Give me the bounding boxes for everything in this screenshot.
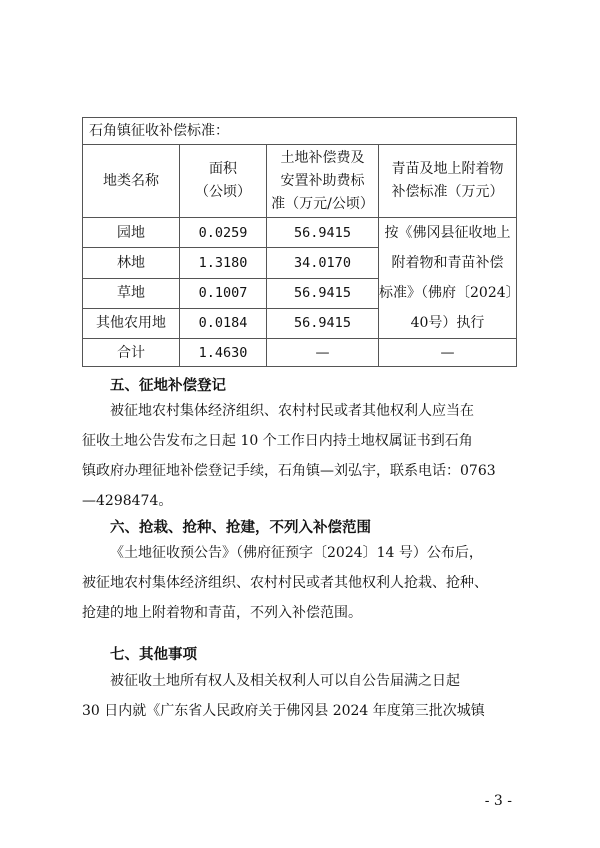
section-heading-other-matters: 七、其他事项 (110, 647, 197, 663)
row-name: 其他农用地 (83, 308, 180, 338)
page-number: - 3 - (484, 793, 512, 809)
section-body-no-compensation: 《土地征收预公告》（佛府征预字〔2024〕14 号）公布后， 被征地农村集体经济组织、农村村民或者其他权利人抢栽、抢种、 抢建的地上附着物和青苗，不列入补偿范围。 (82, 545, 488, 621)
header-crop-compensation: 青苗及地上附着物 补偿标准（万元） (379, 145, 517, 218)
row-rate: 34.0170 (267, 248, 379, 278)
header-land-type: 地类名称 (83, 145, 180, 218)
row-name: 园地 (83, 218, 180, 248)
table-title: 石角镇征收补偿标准： (83, 118, 517, 145)
crop-standard-note: 按《佛冈县征收地上 附着物和青苗补偿 标准》（佛府〔2024〕 40号）执行 (379, 218, 517, 339)
section-heading-registration: 五、征地补偿登记 (110, 378, 226, 394)
row-area: 0.0259 (180, 218, 267, 248)
total-crop: — (379, 339, 517, 367)
total-area: 1.4630 (180, 339, 267, 367)
header-area: 面积 （公顷） (180, 145, 267, 218)
section-heading-no-compensation: 六、抢栽、抢种、抢建，不列入补偿范围 (110, 520, 371, 536)
row-area: 0.1007 (180, 278, 267, 308)
row-area: 1.3180 (180, 248, 267, 278)
section-body-registration: 被征地农村集体经济组织、农村村民或者其他权利人应当在 征收土地公告发布之日起 10 个工作日内持土地权属证书到石角 镇政府办理征地补偿登记手续，石角镇—刘弘宇，联系电话：0763 —4298474。 (82, 403, 496, 509)
compensation-table (82, 117, 520, 367)
section-body-other-matters: 被征收土地所有权人及相关权利人可以自公告届满之日起 30 日内就《广东省人民政府关于佛冈县 2024 年度第三批次城镇 (82, 673, 485, 719)
row-rate: 56.9415 (267, 308, 379, 338)
row-name: 林地 (83, 248, 180, 278)
total-label: 合计 (83, 339, 180, 367)
row-area: 0.0184 (180, 308, 267, 338)
row-rate: 56.9415 (267, 218, 379, 248)
header-land-compensation: 土地补偿费及 安置补助费标 准（万元/公顷） (267, 145, 379, 218)
row-rate: 56.9415 (267, 278, 379, 308)
total-rate: — (267, 339, 379, 367)
row-name: 草地 (83, 278, 180, 308)
